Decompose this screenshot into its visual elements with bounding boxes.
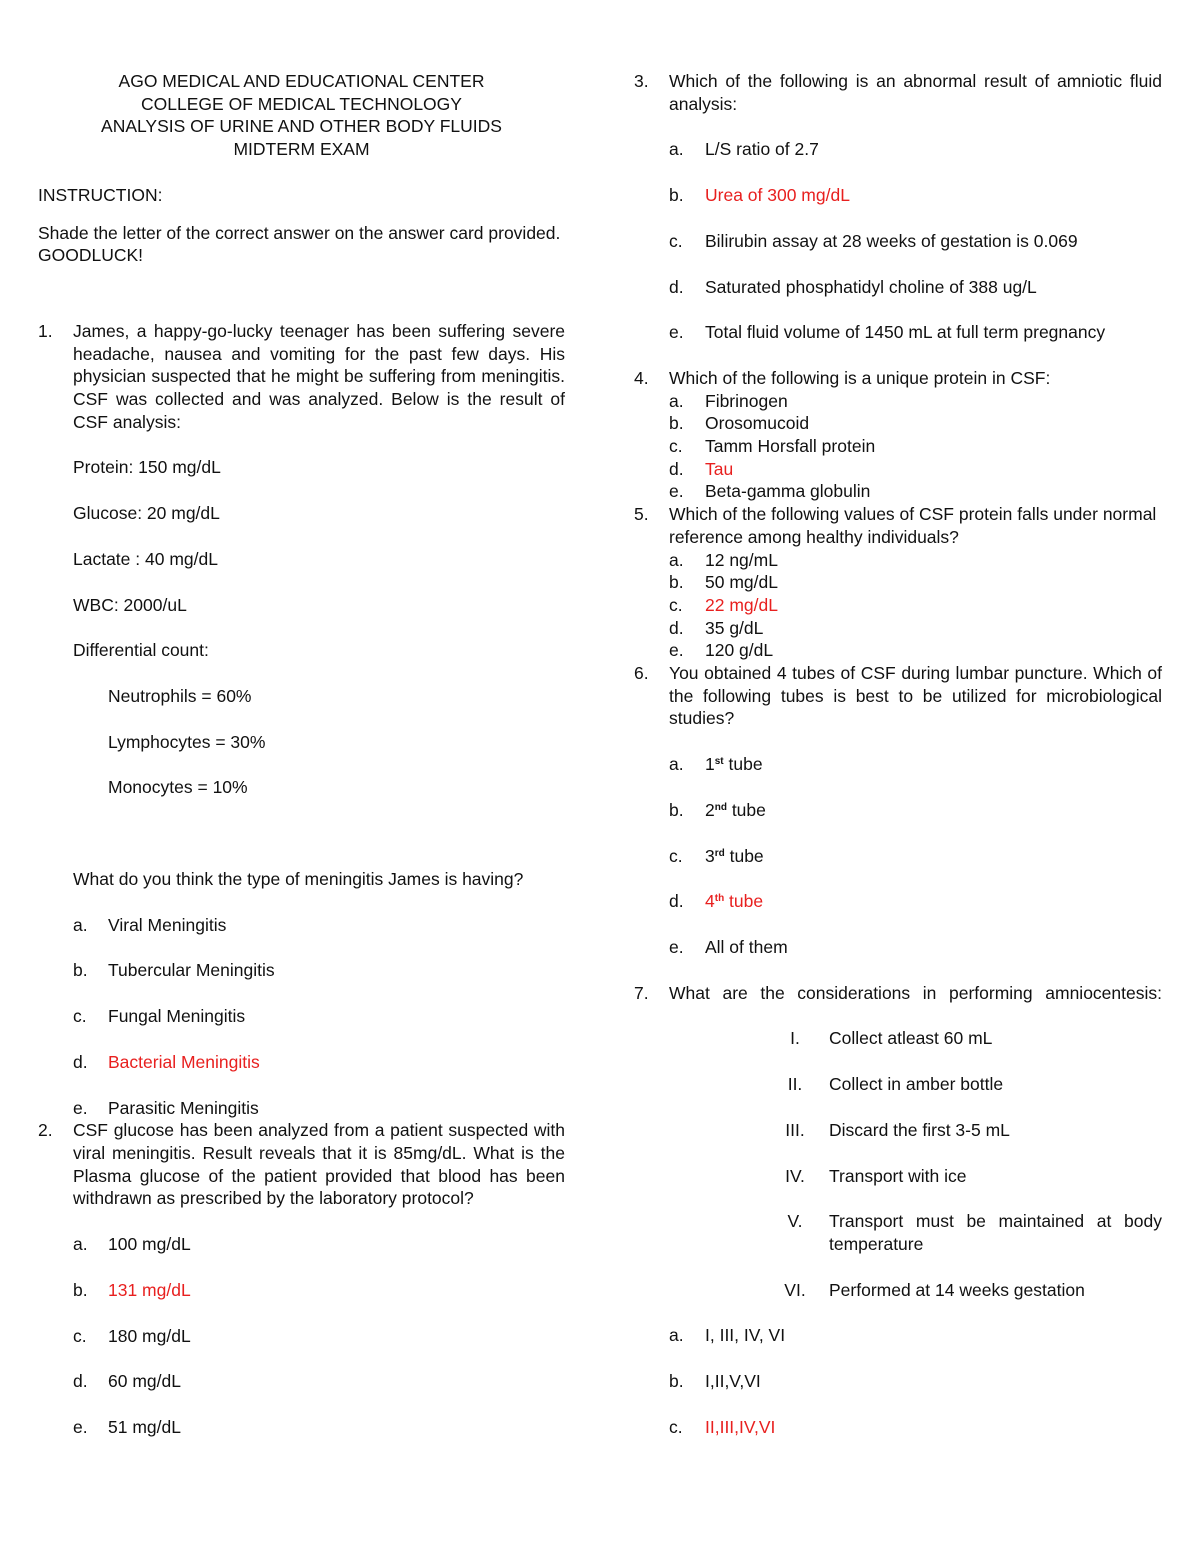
question-number: 1. bbox=[38, 320, 53, 341]
answer-option-correct[interactable]: b. 131 mg/dL bbox=[73, 1279, 191, 1300]
consideration-item: IV. Transport with ice bbox=[785, 1165, 967, 1186]
question-prompt: What do you think the type of meningitis James is having? bbox=[73, 869, 524, 890]
answer-option[interactable]: a. 100 mg/dL bbox=[73, 1234, 191, 1255]
answer-option[interactable]: c. 180 mg/dL bbox=[73, 1325, 191, 1346]
question-number: 6. bbox=[634, 663, 649, 684]
exam-header bbox=[38, 70, 565, 161]
answer-option-correct[interactable]: d. Tau bbox=[669, 458, 734, 479]
question-1 bbox=[38, 320, 565, 1119]
exam-title: MIDTERM EXAM bbox=[233, 139, 370, 160]
answer-option[interactable]: e. 120 g/dL bbox=[669, 640, 774, 661]
consideration-item: II. Collect in amber bottle bbox=[787, 1074, 1004, 1095]
question-stem: CSF glucose has been analyzed from a patient suspected with viral meningitis. Result reveals that it is 85mg/dL. What is the Plasma glucose of the patient provided that blood has been withdrawn as prescribed by the laboratory protocol? bbox=[73, 1120, 565, 1209]
question-number: 2. bbox=[38, 1120, 53, 1141]
college-name: COLLEGE OF MEDICAL TECHNOLOGY bbox=[141, 93, 462, 114]
question-7 bbox=[634, 982, 1162, 1439]
consideration-item: V. Transport must be maintained at body temperature bbox=[787, 1211, 1162, 1254]
question-stem: James, a happy-go-lucky teenager has been suffering severe headache, nausea and vomiting for the past few days. His physician suspected that he might be suffering from meningitis. CSF was collected and was analyzed. Below is the result of CSF analysis: bbox=[73, 320, 565, 432]
answer-option[interactable]: c. Fungal Meningitis bbox=[73, 1006, 246, 1027]
csf-result: Protein: 150 mg/dL bbox=[73, 457, 221, 478]
answer-option[interactable]: e. Total fluid volume of 1450 mL at full term pregnancy bbox=[669, 322, 1106, 343]
question-4 bbox=[634, 367, 1162, 503]
question-number: 4. bbox=[634, 367, 649, 388]
answer-option[interactable]: e. Parasitic Meningitis bbox=[73, 1097, 259, 1118]
course-title: ANALYSIS OF URINE AND OTHER BODY FLUIDS bbox=[101, 116, 502, 137]
answer-option[interactable]: a. Fibrinogen bbox=[669, 390, 788, 411]
question-number: 5. bbox=[634, 504, 649, 525]
answer-option[interactable]: e. All of them bbox=[669, 936, 788, 957]
answer-option-correct[interactable]: d. Bacterial Meningitis bbox=[73, 1051, 260, 1072]
question-stem: Which of the following is an abnormal result of amniotic fluid analysis: bbox=[669, 71, 1162, 114]
answer-option[interactable]: b. Tubercular Meningitis bbox=[73, 960, 275, 981]
answer-option[interactable]: e. 51 mg/dL bbox=[73, 1416, 181, 1437]
answer-option[interactable]: c. 3rd tube bbox=[669, 845, 764, 866]
instruction-label: INSTRUCTION: bbox=[38, 184, 163, 205]
differential-item: Monocytes = 10% bbox=[108, 777, 248, 798]
csf-result: WBC: 2000/uL bbox=[73, 594, 187, 615]
consideration-item: I. Collect atleast 60 mL bbox=[790, 1028, 993, 1049]
answer-option[interactable]: e. Beta-gamma globulin bbox=[669, 481, 871, 502]
question-6 bbox=[634, 662, 1162, 982]
answer-option[interactable]: b. 50 mg/dL bbox=[669, 572, 778, 593]
csf-result: Glucose: 20 mg/dL bbox=[73, 503, 220, 524]
answer-option[interactable]: c. Bilirubin assay at 28 weeks of gestation is 0.069 bbox=[669, 230, 1078, 251]
question-5 bbox=[634, 503, 1162, 662]
csf-result: Lactate : 40 mg/dL bbox=[73, 548, 218, 569]
question-3 bbox=[634, 70, 1162, 367]
question-2 bbox=[38, 1119, 565, 1438]
question-stem: You obtained 4 tubes of CSF during lumbar puncture. Which of the following tubes is best to be utilized for microbiological studies? bbox=[669, 663, 1162, 729]
answer-option-correct[interactable]: c. II,III,IV,VI bbox=[669, 1416, 776, 1437]
answer-option-correct[interactable]: c. 22 mg/dL bbox=[669, 594, 778, 615]
question-number: 7. bbox=[634, 982, 649, 1003]
answer-option-correct[interactable]: b. Urea of 300 mg/dL bbox=[669, 185, 850, 206]
answer-option[interactable]: a. 12 ng/mL bbox=[669, 549, 778, 570]
answer-option[interactable]: d. 60 mg/dL bbox=[73, 1371, 181, 1392]
question-stem: What are the considerations in performing amniocentesis: bbox=[669, 982, 1162, 1003]
answer-option[interactable]: d. 35 g/dL bbox=[669, 617, 764, 638]
left-column bbox=[38, 70, 565, 1439]
answer-option[interactable]: b. Orosomucoid bbox=[669, 413, 810, 434]
differential-item: Neutrophils = 60% bbox=[108, 685, 252, 706]
answer-option[interactable]: b. 2nd tube bbox=[669, 799, 766, 820]
question-stem: Which of the following values of CSF protein falls under normal reference among healthy individuals? bbox=[669, 504, 1157, 547]
instruction-text: Shade the letter of the correct answer on the answer card provided. GOODLUCK! bbox=[38, 222, 561, 266]
answer-option[interactable]: a. L/S ratio of 2.7 bbox=[669, 139, 819, 160]
consideration-item: III. Discard the first 3-5 mL bbox=[785, 1119, 1010, 1140]
answer-option[interactable]: a. Viral Meningitis bbox=[73, 914, 227, 935]
answer-option[interactable]: c. Tamm Horsfall protein bbox=[669, 436, 876, 457]
differential-item: Lymphocytes = 30% bbox=[108, 731, 266, 752]
answer-option[interactable]: a. 1st tube bbox=[669, 754, 763, 775]
right-column bbox=[634, 70, 1162, 1438]
question-number: 3. bbox=[634, 71, 649, 91]
answer-option[interactable]: d. Saturated phosphatidyl choline of 388 ug/L bbox=[669, 276, 1037, 297]
answer-option[interactable]: b. I,II,V,VI bbox=[669, 1371, 761, 1392]
question-stem: Which of the following is a unique protein in CSF: bbox=[669, 367, 1051, 388]
consideration-item: VI. Performed at 14 weeks gestation bbox=[784, 1279, 1085, 1300]
institution-name: AGO MEDICAL AND EDUCATIONAL CENTER bbox=[118, 71, 485, 91]
csf-result: Differential count: bbox=[73, 640, 209, 661]
answer-option[interactable]: a. I, III, IV, VI bbox=[669, 1325, 786, 1346]
answer-option-correct[interactable]: d. 4th tube bbox=[669, 891, 764, 912]
